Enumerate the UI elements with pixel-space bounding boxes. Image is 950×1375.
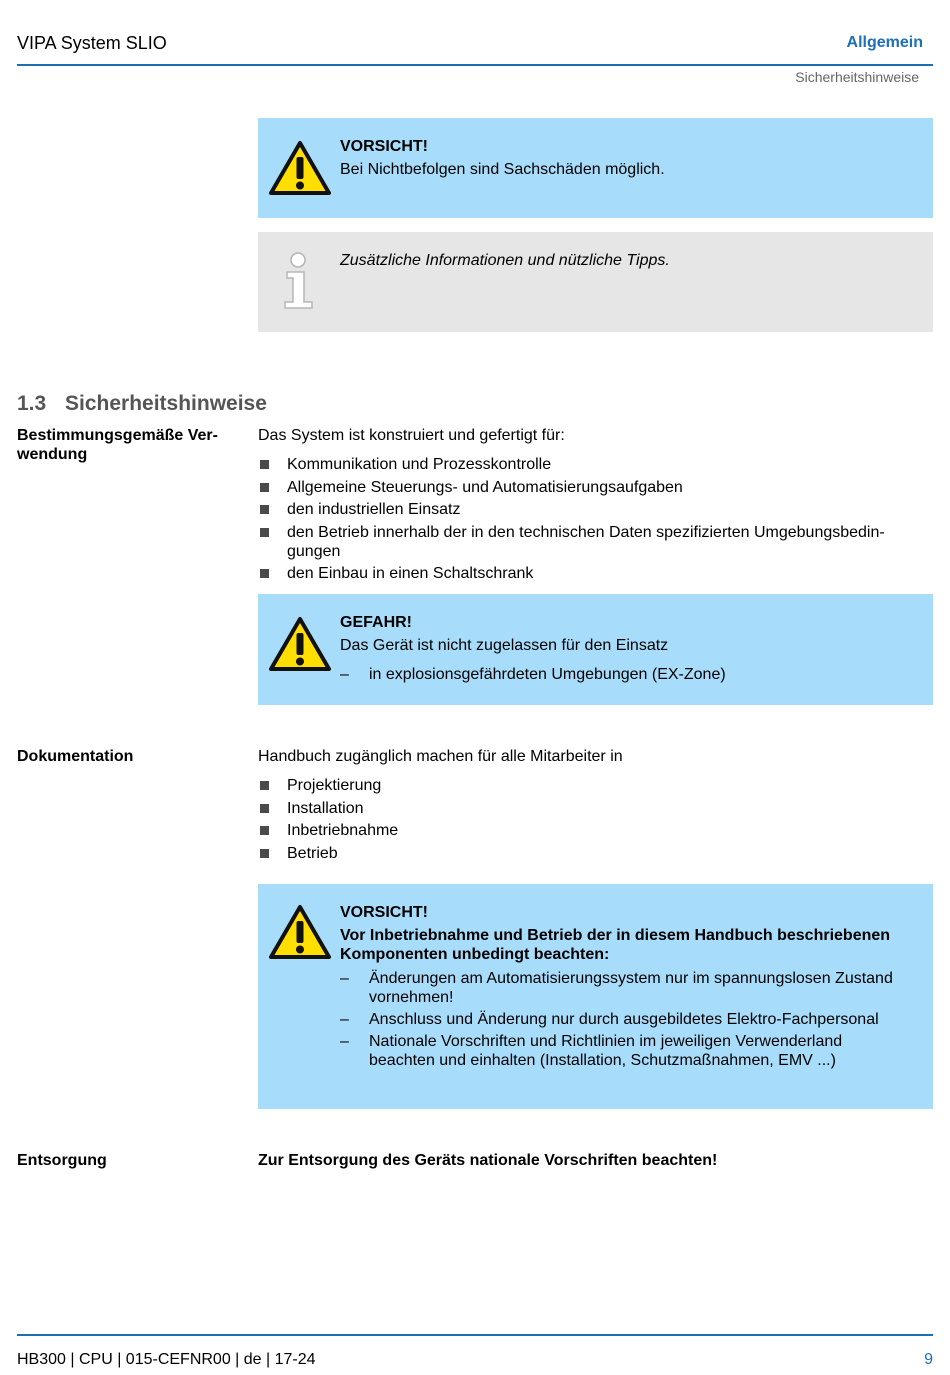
list-item: Inbetriebnahme [258,821,928,840]
intended-use-block [258,426,928,587]
intended-use-intro: Das System ist konstruiert und gefertigt für: [258,427,565,444]
notice-text: Das Gerät ist nicht zugelassen für den Einsatz [340,637,669,654]
caution-notice [258,118,933,218]
warning-triangle-icon [268,904,332,965]
list-item: den Betrieb innerhalb der in den technischen Daten spezifizierten Umgebungsbedingungen [258,523,928,561]
notice-list-item: – in explosionsgefährdeten Umgebungen (EX-Zone) [340,665,893,684]
notice-list-item: – Anschluss und Änderung nur durch ausgebildetes Elektro-Fachpersonal [340,1010,893,1029]
notice-title: VORSICHT! [340,904,428,921]
warning-triangle-icon [268,616,332,677]
notice-list-item: – Nationale Vorschriften und Richtlinien im jeweiligen Verwenderland beachten und einhalten (Installation, Schutzmaßnahmen, EMV ...) [340,1032,893,1070]
info-icon [282,252,318,315]
list-item: Projektierung [258,776,928,795]
notice-list-item: – Änderungen am Automatisierungssystem nur im spannungslosen Zustand vornehmen! [340,969,893,1007]
list-item: Allgemeine Steuerungs- und Automatisierungsaufgaben [258,478,928,497]
footer-document-id: HB300 | CPU | 015-CEFNR00 | de | 17-24 [17,1351,316,1368]
caution-notice [258,884,933,1109]
documentation-intro: Handbuch zugänglich machen für alle Mitarbeiter in [258,748,623,765]
notice-title: GEFAHR! [340,614,412,631]
list-item: Betrieb [258,844,928,863]
intended-use-list [258,455,928,583]
header-divider [17,64,933,66]
danger-notice [258,594,933,705]
section-number: 1.3 [17,392,47,415]
disposal-text: Zur Entsorgung des Geräts nationale Vorschriften beachten! [258,1152,718,1169]
documentation-list [258,776,928,863]
intended-use-label: Bestimmungsgemäße Verwendung [17,427,218,463]
disposal-label: Entsorgung [17,1152,107,1169]
notice-title: VORSICHT! [340,138,428,155]
info-text: Zusätzliche Informationen und nützliche Tipps. [340,252,670,269]
list-item: Installation [258,799,928,818]
notice-text: Bei Nichtbefolgen sind Sachschäden möglich. [340,161,665,178]
section-title: Sicherheitshinweise [65,392,267,415]
notice-text: Vor Inbetriebnahme und Betrieb der in diesem Handbuch beschriebenen Komponenten unbedingt beachten: [340,927,891,963]
section-heading [17,392,267,416]
list-item: den industriellen Einsatz [258,500,928,519]
list-item: den Einbau in einen Schaltschrank [258,564,928,583]
section-running-title: Sicherheitshinweise [795,69,919,85]
list-item: Kommunikation und Prozesskontrolle [258,455,928,474]
footer-divider [17,1334,933,1336]
warning-triangle-icon [268,140,332,201]
document-title: VIPA System SLIO [17,33,167,53]
documentation-label: Dokumentation [17,748,134,765]
chapter-title: Allgemein [846,34,923,51]
page-number: 9 [924,1351,933,1368]
documentation-block [258,747,928,866]
info-notice [258,232,933,332]
